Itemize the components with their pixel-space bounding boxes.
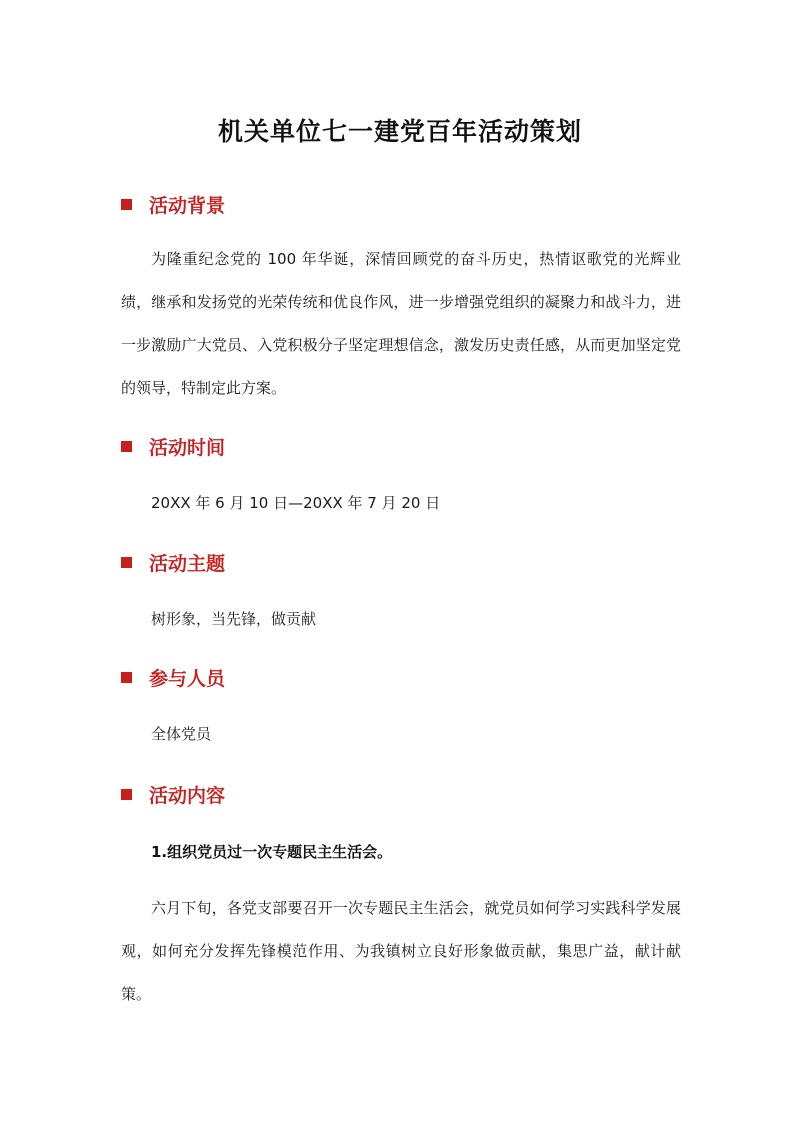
theme-text: 树形象，当先锋，做贡献 <box>151 610 317 628</box>
red-square-bullet-icon <box>121 441 132 452</box>
document-title: 机关单位七一建党百年活动策划 <box>217 117 582 146</box>
red-square-bullet-icon <box>121 672 132 683</box>
content-item-paragraph: 六月下旬，各党支部要召开一次专题民主生活会，就党员如何学习实践科学发展观，如何充分发挥先锋模范作用、为我镇树立良好形象做贡献，集思广益，献计献策。 <box>121 899 681 1003</box>
section-heading-participants <box>121 664 225 691</box>
section-heading-time <box>121 433 225 460</box>
section-heading-background <box>121 191 225 218</box>
background-paragraph: 为隆重纪念党的 100 年华诞，深情回顾党的奋斗历史，热情讴歌党的光辉业绩，继承和发扬党的光荣传统和优良作风，进一步增强党组织的凝聚力和战斗力，进一步激励广大党员、入党积极分子坚定理想信念，激发历史责任感，从而更加坚定党的领导，特制定此方案。 <box>121 250 681 397</box>
time-text: 20XX 年 6 月 10 日—20XX 年 7 月 20 日 <box>151 494 441 512</box>
content-item-title: 1.组织党员过一次专题民主生活会。 <box>151 843 393 861</box>
section-heading-label: 活动背景 <box>149 195 226 217</box>
red-square-bullet-icon <box>121 789 132 800</box>
red-square-bullet-icon <box>121 557 132 568</box>
participants-text: 全体党员 <box>151 725 212 743</box>
section-heading-label: 活动主题 <box>149 553 226 575</box>
section-heading-label: 活动时间 <box>149 437 226 459</box>
section-heading-label: 参与人员 <box>149 668 226 690</box>
section-heading-label: 活动内容 <box>149 785 226 807</box>
section-heading-content <box>121 781 225 808</box>
section-heading-theme <box>121 549 225 576</box>
red-square-bullet-icon <box>121 199 132 210</box>
